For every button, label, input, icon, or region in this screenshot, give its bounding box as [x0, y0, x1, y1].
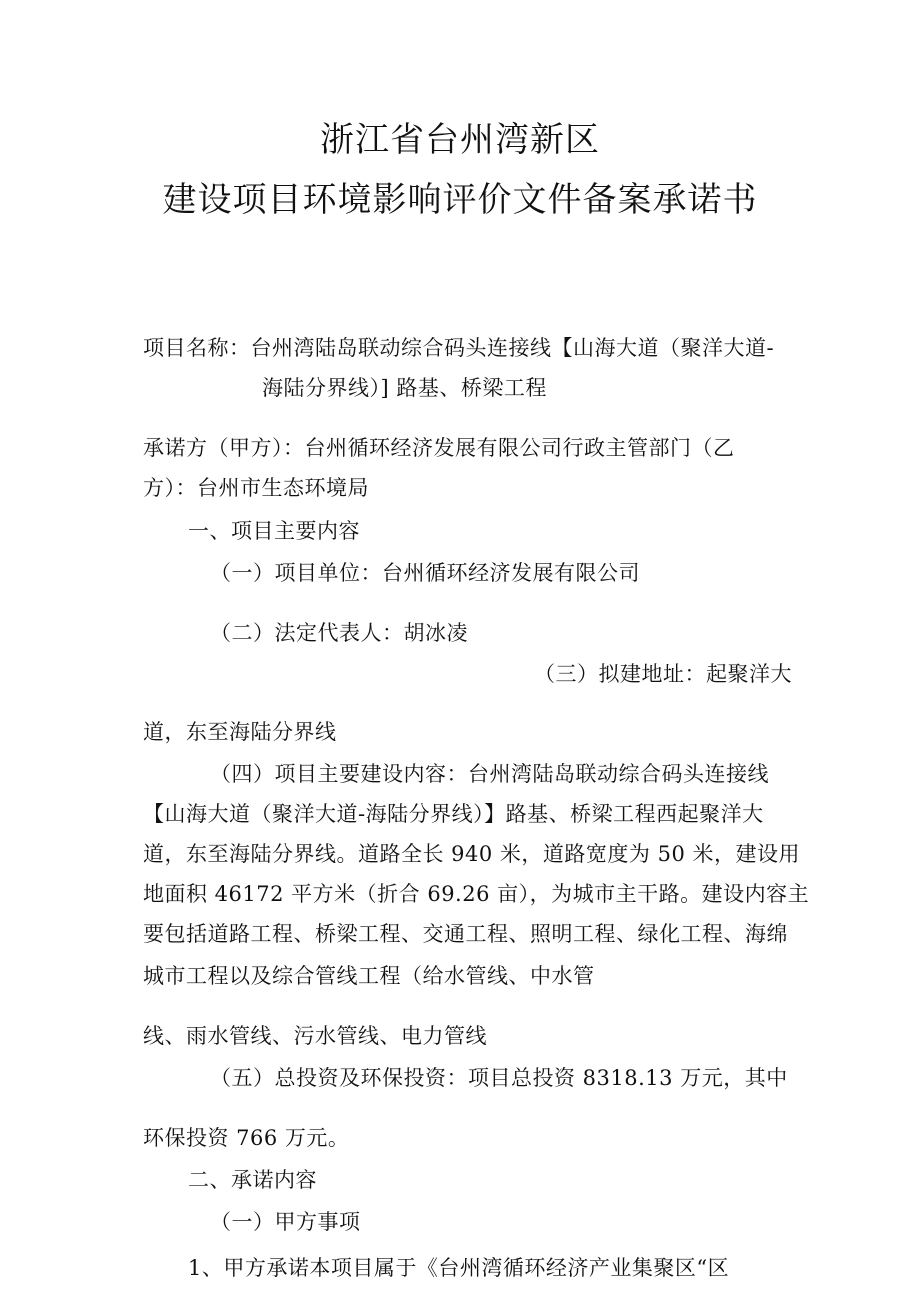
party-a-heading: （一）甲方事项	[210, 1210, 361, 1234]
item-construction-line-7: 线、雨水管线、污水管线、电力管线	[143, 1024, 487, 1048]
item-site-line-1: （三）拟建地址：起聚洋大	[534, 662, 792, 686]
project-name-line-1: 项目名称：台州湾陆岛联动综合码头连接线【山海大道（聚洋大道-	[143, 336, 775, 360]
document-title-line-1: 浙江省台州湾新区	[320, 120, 600, 160]
item-construction-line-3: 道，东至海陆分界线。道路全长 940 米，道路宽度为 50 米，建设用	[143, 842, 801, 866]
project-name-line-2: 海陆分界线）] 路基、桥梁工程	[262, 376, 547, 400]
item-investment-line-1: （五）总投资及环保投资：项目总投资 8318.13 万元，其中	[210, 1066, 788, 1090]
item-construction-line-4: 地面积 46172 平方米（折合 69.26 亩），为城市主干路。建设内容主	[143, 882, 810, 906]
item-investment-line-2: 环保投资 766 万元。	[143, 1126, 350, 1150]
item-construction-line-5: 要包括道路工程、桥梁工程、交通工程、照明工程、绿化工程、海绵	[143, 922, 788, 946]
promisor-line-1: 承诺方（甲方）：台州循环经济发展有限公司行政主管部门（乙	[143, 436, 735, 460]
section-1-heading: 一、项目主要内容	[188, 519, 360, 543]
document-title-line-2: 建设项目环境影响评价文件备案承诺书	[162, 180, 758, 220]
clause-1-line-1: 1、甲方承诺本项目属于《台州湾循环经济产业集聚区“区	[188, 1256, 730, 1280]
promisor-line-2: 方）：台州市生态环境局	[143, 476, 369, 500]
section-2-heading: 二、承诺内容	[188, 1168, 317, 1192]
item-construction-line-6: 城市工程以及综合管线工程（给水管线、中水管	[143, 964, 595, 988]
item-construction-line-2: 【山海大道（聚洋大道-海陆分界线）】路基、桥梁工程西起聚洋大	[143, 802, 764, 826]
item-legal-representative: （二）法定代表人：胡冰凌	[210, 621, 468, 645]
item-construction-line-1: （四）项目主要建设内容：台州湾陆岛联动综合码头连接线	[210, 762, 769, 786]
item-site-line-2: 道，东至海陆分界线	[143, 720, 337, 744]
item-project-unit: （一）项目单位：台州循环经济发展有限公司	[210, 561, 640, 585]
